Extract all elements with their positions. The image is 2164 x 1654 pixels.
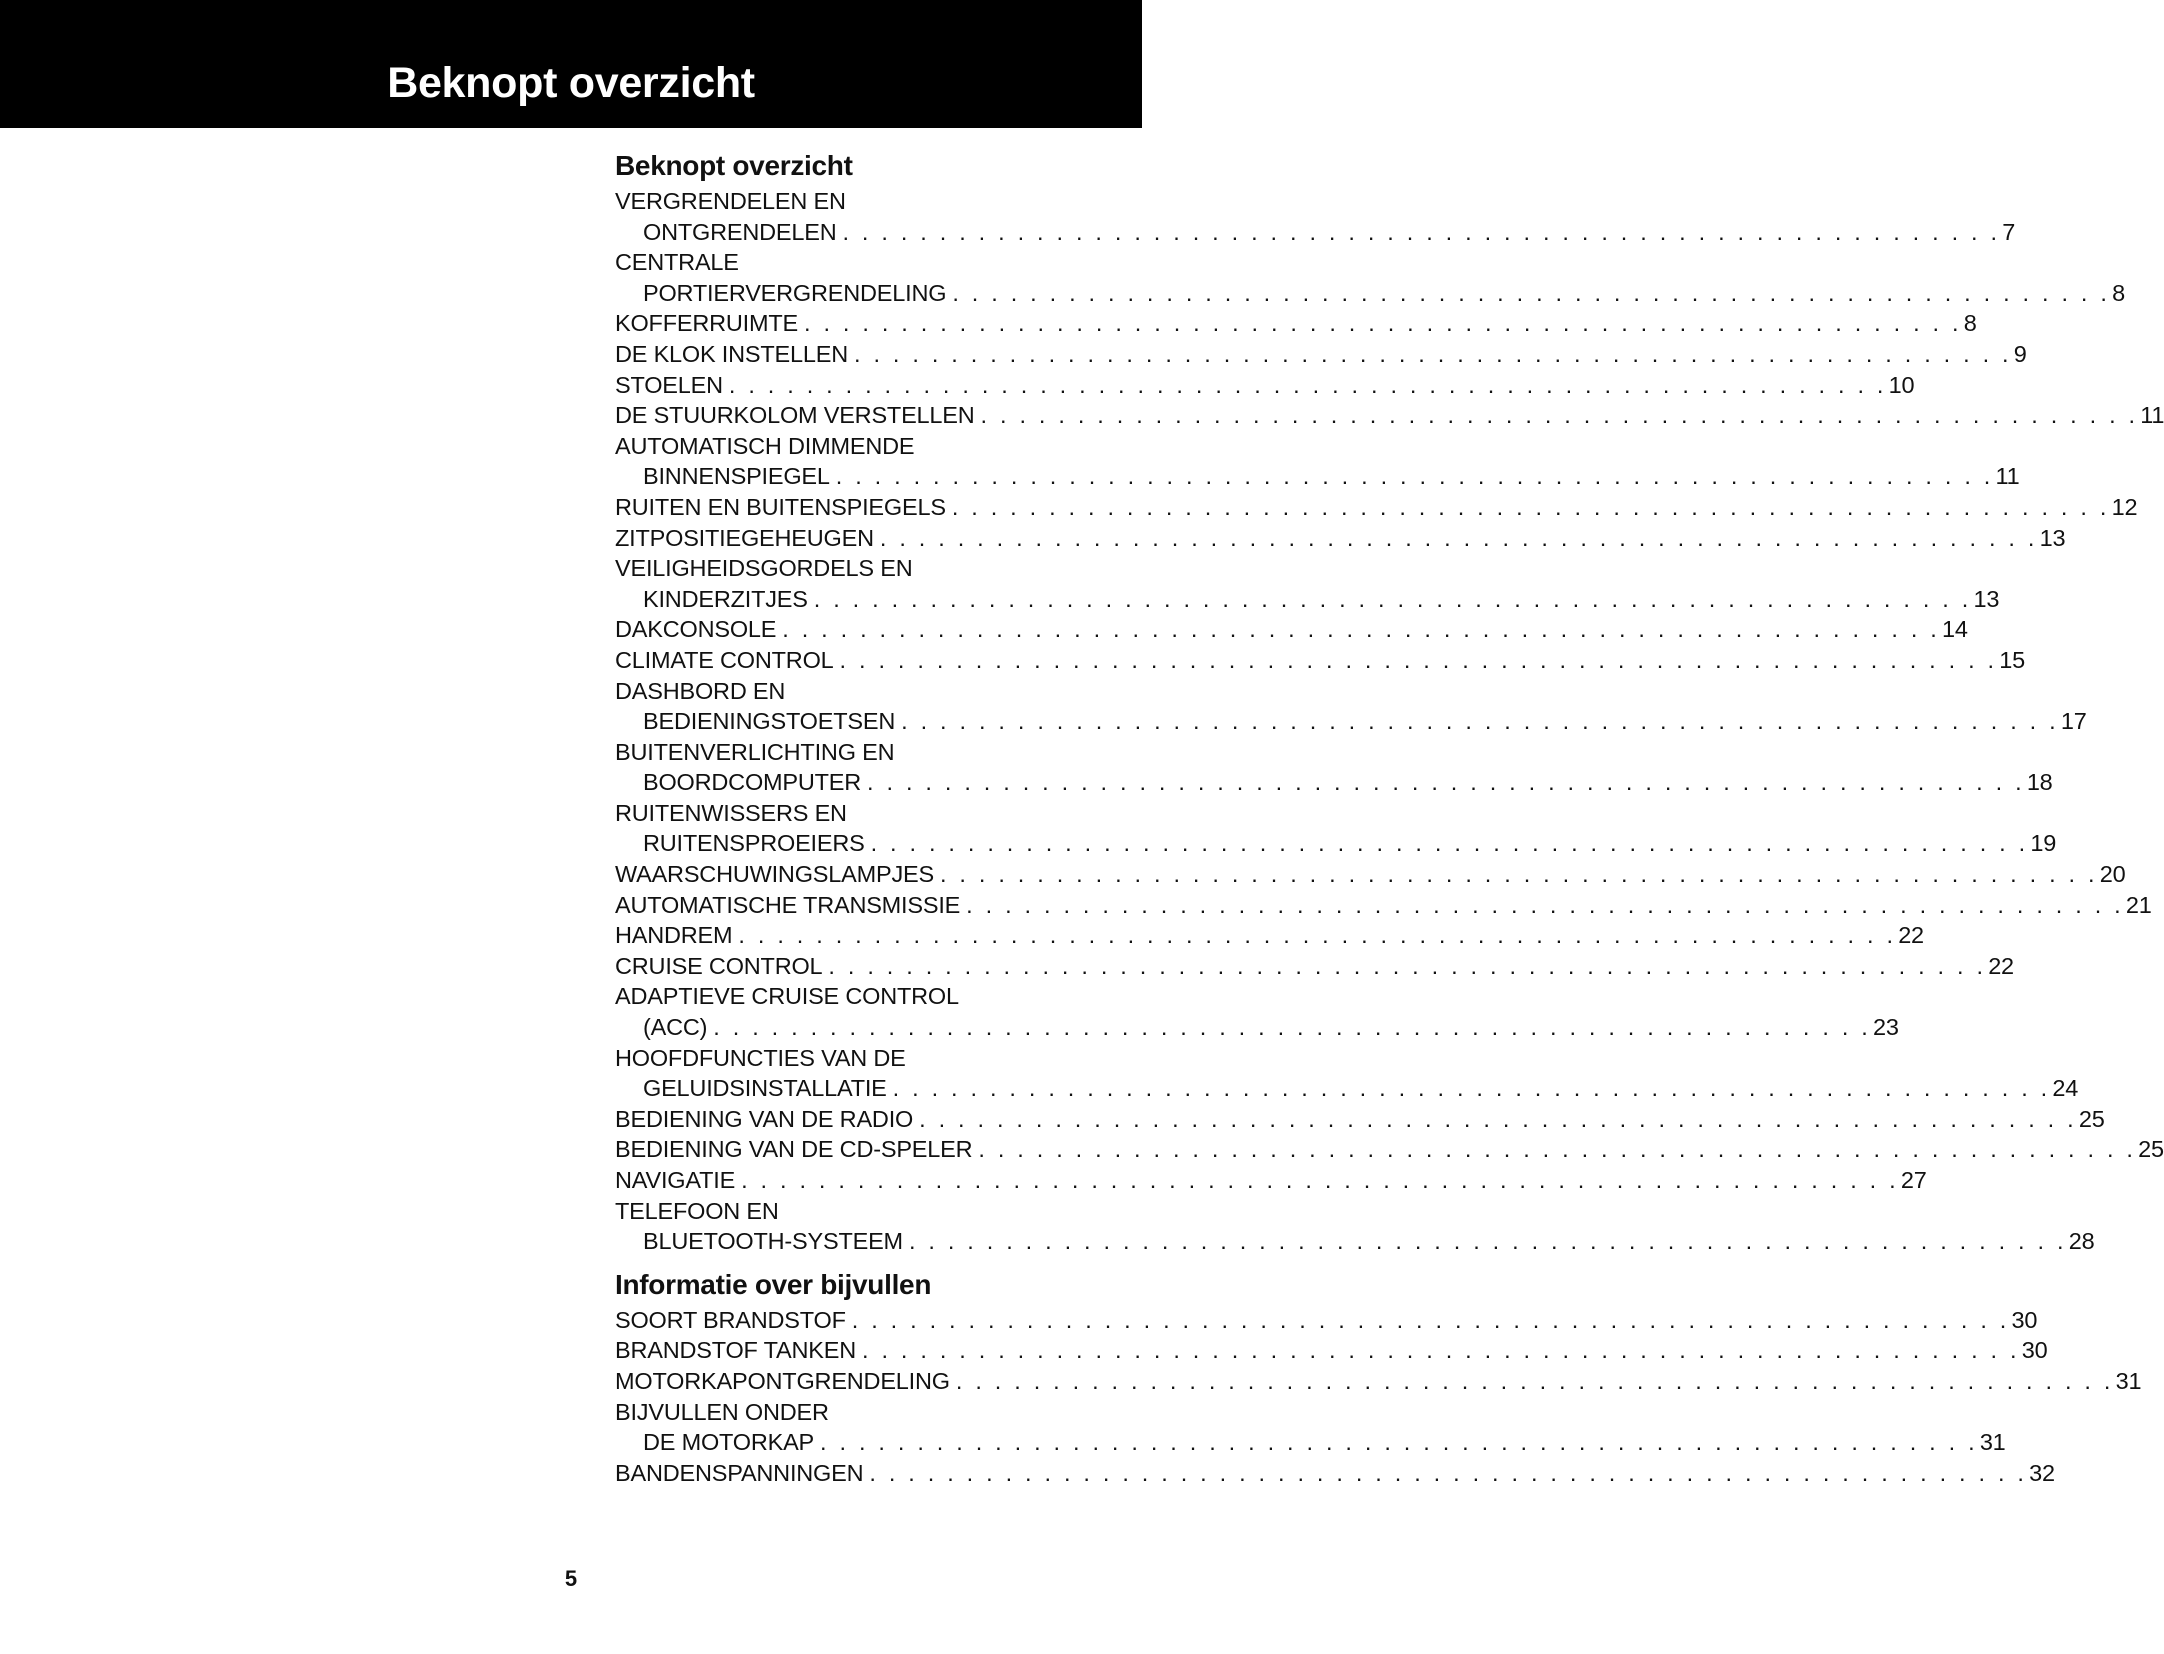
toc-entry-line [615, 1397, 1073, 1428]
toc-entry-line [615, 1196, 1073, 1227]
dot-leader: . . . . . . . . . . . . . . . . . . . . . . . . . . . . . . . . . . . . . . . . . . . . . . . . . . . . . . . . . . . . [951, 493, 2110, 520]
dot-leader: . . . . . . . . . . . . . . . . . . . . . . . . . . . . . . . . . . . . . . . . . . . . . . . . . . . . . . . . . . . . [713, 1014, 1872, 1041]
toc-page-number: 28 [2068, 1228, 2095, 1255]
toc-entry[interactable] [615, 584, 2000, 615]
toc-entry-label: DASHBORD EN [615, 677, 786, 704]
dot-leader: . . . . . . . . . . . . . . . . . . . . . . . . . . . . . . . . . . . . . . . . . . . . . . . . . . . . . . . . . . . . [869, 1459, 2028, 1486]
dot-leader: . . . . . . . . . . . . . . . . . . . . . . . . . . . . . . . . . . . . . . . . . . . . . . . . . . . . . . . . . . . . [978, 1136, 2137, 1163]
toc-entry[interactable] [615, 1305, 2038, 1336]
toc-page-number: 13 [2039, 524, 2066, 551]
toc-entry-line [615, 247, 1073, 278]
section-heading: Beknopt overzicht [615, 150, 853, 181]
dot-leader: . . . . . . . . . . . . . . . . . . . . . . . . . . . . . . . . . . . . . . . . . . . . . . . . . . . . . . . . . . . . [738, 922, 1897, 949]
dot-leader: . . . . . . . . . . . . . . . . . . . . . . . . . . . . . . . . . . . . . . . . . . . . . . . . . . . . . . . . . . . . [919, 1105, 2077, 1132]
toc-entry-label: HANDREM [615, 922, 733, 949]
toc-page-number: 20 [2099, 861, 2126, 888]
toc-page-number: 30 [2021, 1337, 2048, 1364]
toc-entry[interactable] [615, 217, 2016, 248]
dot-leader: . . . . . . . . . . . . . . . . . . . . . . . . . . . . . . . . . . . . . . . . . . . . . . . . . . . . . . . . . . . . [813, 585, 1972, 612]
toc-entry[interactable] [615, 1165, 1927, 1196]
section-heading: Informatie over bijvullen [615, 1268, 932, 1300]
toc-entry-label: BRANDSTOF TANKEN [615, 1337, 856, 1364]
toc-entry[interactable] [615, 614, 1968, 645]
toc-entry-label: VERGRENDELEN EN [615, 188, 846, 214]
toc-entry-line [615, 186, 1073, 217]
dot-leader: . . . . . . . . . . . . . . . . . . . . . . . . . . . . . . . . . . . . . . . . . . . . . . . . . . . . . . . . . . . . [901, 708, 2059, 735]
dot-leader: . . . . . . . . . . . . . . . . . . . . . . . . . . . . . . . . . . . . . . . . . . . . . . . . . . . . . . . . . . . . [820, 1429, 1978, 1456]
toc-entry[interactable] [615, 1073, 2079, 1104]
toc-entry[interactable] [615, 339, 2027, 370]
toc-entry-label: WAARSCHUWINGSLAMPJES [615, 861, 934, 888]
toc-page-number: 10 [1888, 371, 1915, 398]
toc-entry[interactable] [615, 920, 1924, 951]
toc-entry[interactable] [615, 859, 2126, 890]
toc-entry-label: DE STUURKOLOM VERSTELLEN [615, 402, 975, 429]
toc-page-number: 32 [2029, 1459, 2055, 1486]
toc-entry-label: RUITEN EN BUITENSPIEGELS [615, 493, 946, 520]
dot-leader: . . . . . . . . . . . . . . . . . . . . . . . . . . . . . . . . . . . . . . . . . . . . . . . . . . . . . . . . . . . . [842, 218, 2001, 245]
dot-leader: . . . . . . . . . . . . . . . . . . . . . . . . . . . . . . . . . . . . . . . . . . . . . . . . . . . . . . . . . . . . [870, 830, 2029, 857]
toc-entry-line [615, 737, 1073, 768]
dot-leader: . . . . . . . . . . . . . . . . . . . . . . . . . . . . . . . . . . . . . . . . . . . . . . . . . . . . . . . . . . . . [828, 952, 1987, 979]
toc-entry[interactable] [615, 492, 2138, 523]
dot-leader: . . . . . . . . . . . . . . . . . . . . . . . . . . . . . . . . . . . . . . . . . . . . . . . . . . . . . . . . . . . . [966, 891, 2124, 918]
toc-entry[interactable] [615, 951, 2014, 982]
dot-leader: . . . . . . . . . . . . . . . . . . . . . . . . . . . . . . . . . . . . . . . . . . . . . . . . . . . . . . . . . . . . [851, 1306, 2010, 1333]
toc-entry-label: KOFFERRUIMTE [615, 310, 798, 337]
toc-entry-label: CLIMATE CONTROL [615, 646, 834, 673]
toc-entry[interactable] [615, 523, 2066, 554]
toc-entry-label: BOORDCOMPUTER [643, 769, 862, 796]
toc-entry-label: BEDIENING VAN DE RADIO [615, 1105, 914, 1132]
toc-page-number: 12 [2111, 493, 2138, 520]
toc-entry-label: CRUISE CONTROL [615, 952, 823, 979]
page-number: 5 [564, 1566, 578, 1591]
toc-entry-line [615, 798, 1073, 829]
dot-leader: . . . . . . . . . . . . . . . . . . . . . . . . . . . . . . . . . . . . . . . . . . . . . . . . . . . . . . . . . . . . [867, 769, 2025, 796]
toc-page-number: 11 [1995, 463, 2020, 490]
toc-entry[interactable] [615, 706, 2087, 737]
toc-entry-label: ZITPOSITIEGEHEUGEN [615, 524, 874, 551]
toc-page-number: 11 [2140, 402, 2164, 429]
toc-entry-label: DAKCONSOLE [615, 616, 777, 643]
dot-leader: . . . . . . . . . . . . . . . . . . . . . . . . . . . . . . . . . . . . . . . . . . . . . . . . . . . . . . . . . . . . [861, 1337, 2020, 1364]
dot-leader: . . . . . . . . . . . . . . . . . . . . . . . . . . . . . . . . . . . . . . . . . . . . . . . . . . . . . . . . . . . . [955, 1367, 2114, 1394]
toc-entry-line [615, 431, 1073, 462]
toc-page-number: 15 [1999, 646, 2026, 673]
dot-leader: . . . . . . . . . . . . . . . . . . . . . . . . . . . . . . . . . . . . . . . . . . . . . . . . . . . . . . . . . . . . [952, 279, 2111, 306]
toc-entry[interactable] [615, 1427, 2006, 1458]
toc-entry-label: SOORT BRANDSTOF [615, 1306, 846, 1333]
toc-entry-label: BIJVULLEN ONDER [615, 1398, 829, 1425]
toc-page-number: 25 [2138, 1136, 2164, 1163]
toc-page-number: 22 [1988, 952, 2014, 979]
toc-entry[interactable] [615, 767, 2053, 798]
dot-leader: . . . . . . . . . . . . . . . . . . . . . . . . . . . . . . . . . . . . . . . . . . . . . . . . . . . . . . . . . . . . [803, 310, 1962, 337]
toc-entry-label: AUTOMATISCHE TRANSMISSIE [615, 891, 961, 918]
dot-leader: . . . . . . . . . . . . . . . . . . . . . . . . . . . . . . . . . . . . . . . . . . . . . . . . . . . . . . . . . . . . [879, 524, 2038, 551]
dot-leader: . . . . . . . . . . . . . . . . . . . . . . . . . . . . . . . . . . . . . . . . . . . . . . . . . . . . . . . . . . . . [839, 646, 1998, 673]
toc-entry-label: KINDERZITJES [643, 585, 808, 612]
toc-entry-label: PORTIERVERGRENDELING [643, 279, 947, 306]
toc-entry-label: VEILIGHEIDSGORDELS EN [615, 555, 913, 582]
toc-entry[interactable] [615, 461, 2020, 492]
toc-page-number: 22 [1898, 922, 1924, 949]
toc-entry-label: BEDIENINGSTOETSEN [643, 708, 896, 735]
toc-entry-label: MOTORKAPONTGRENDELING [615, 1367, 950, 1394]
toc-page-number: 31 [2115, 1367, 2142, 1394]
toc-entry-label: TELEFOON EN [615, 1197, 779, 1224]
toc-page-number: 27 [1900, 1167, 1927, 1193]
toc-entry-label: DE MOTORKAP [643, 1429, 815, 1456]
toc-page-number: 14 [1942, 616, 1968, 643]
toc-page-number: 23 [1873, 1014, 1899, 1041]
toc-entry[interactable] [615, 308, 1977, 339]
toc-entry[interactable] [615, 400, 2164, 431]
toc-page-number: 7 [2002, 218, 2016, 245]
toc-entry[interactable] [615, 1226, 2095, 1257]
dot-leader: . . . . . . . . . . . . . . . . . . . . . . . . . . . . . . . . . . . . . . . . . . . . . . . . . . . . . . . . . . . . [892, 1075, 2051, 1102]
toc-entry[interactable] [615, 370, 1915, 401]
toc-page-number: 8 [2112, 279, 2125, 306]
toc-entry-line [615, 1043, 1073, 1074]
toc-entry-line [615, 676, 1073, 707]
dot-leader: . . . . . . . . . . . . . . . . . . . . . . . . . . . . . . . . . . . . . . . . . . . . . . . . . . . . . . . . . . . . [908, 1228, 2067, 1255]
dot-leader: . . . . . . . . . . . . . . . . . . . . . . . . . . . . . . . . . . . . . . . . . . . . . . . . . . . . . . . . . . . . [980, 402, 2139, 429]
toc-entry-label: DE KLOK INSTELLEN [615, 340, 848, 367]
toc-entry-line [615, 981, 1073, 1012]
toc-entry[interactable] [615, 278, 2125, 309]
toc-entry[interactable] [615, 828, 2057, 859]
toc-entry-label: STOELEN [615, 371, 723, 398]
toc-entry[interactable] [615, 1134, 2164, 1165]
toc-page-number: 19 [2030, 830, 2057, 857]
toc-entry-label: BLUETOOTH-SYSTEEM [643, 1228, 903, 1255]
toc-entry-label: CENTRALE [615, 249, 739, 276]
toc-entry[interactable] [615, 890, 2152, 921]
page-title: Beknopt overzicht [387, 59, 755, 107]
toc-entry[interactable] [615, 1366, 2142, 1397]
toc-page-number: 8 [1963, 310, 1977, 337]
toc-entry-label: BUITENVERLICHTING EN [615, 738, 895, 765]
toc-entry-label: ADAPTIEVE CRUISE CONTROL [615, 983, 959, 1010]
dot-leader: . . . . . . . . . . . . . . . . . . . . . . . . . . . . . . . . . . . . . . . . . . . . . . . . . . . . . . . . . . . . [939, 861, 2098, 888]
toc-entry[interactable] [615, 645, 2026, 676]
toc-entry-label: RUITENSPROEIERS [643, 830, 865, 857]
toc-page-number: 21 [2125, 891, 2152, 918]
toc-entry-label: BINNENSPIEGEL [643, 463, 830, 490]
toc-page-number: 24 [2052, 1075, 2079, 1102]
dot-leader: . . . . . . . . . . . . . . . . . . . . . . . . . . . . . . . . . . . . . . . . . . . . . . . . . . . . . . . . . . . . [854, 340, 2012, 367]
toc-page-number: 13 [1973, 585, 2000, 612]
toc-entry-label: BEDIENING VAN DE CD-SPELER [615, 1136, 973, 1163]
toc-entry[interactable] [615, 1104, 2105, 1135]
toc-page-number: 9 [2013, 340, 2027, 367]
toc-entry-label: (ACC) [643, 1014, 708, 1041]
toc-entry-label: NAVIGATIE [615, 1167, 736, 1193]
toc-page-number: 31 [1979, 1429, 2006, 1456]
toc-entry[interactable] [615, 1012, 1899, 1043]
toc-entry-label: ONTGRENDELEN [643, 218, 837, 245]
dot-leader: . . . . . . . . . . . . . . . . . . . . . . . . . . . . . . . . . . . . . . . . . . . . . . . . . . . . . . . . . . . . [741, 1167, 1899, 1193]
toc-entry-label: BANDENSPANNINGEN [615, 1459, 864, 1486]
toc-page-number: 30 [2011, 1306, 2038, 1333]
toc-page-number: 17 [2060, 708, 2087, 735]
toc-entry-label: GELUIDSINSTALLATIE [643, 1075, 887, 1102]
toc-entry-label: HOOFDFUNCTIES VAN DE [615, 1044, 906, 1071]
toc-entry-label: AUTOMATISCH DIMMENDE [615, 432, 915, 459]
header-banner [0, 0, 1142, 128]
dot-leader: . . . . . . . . . . . . . . . . . . . . . . . . . . . . . . . . . . . . . . . . . . . . . . . . . . . . . . . . . . . . [835, 463, 1994, 490]
toc-page-number: 25 [2078, 1105, 2105, 1132]
toc-entry-line [615, 553, 1073, 584]
dot-leader: . . . . . . . . . . . . . . . . . . . . . . . . . . . . . . . . . . . . . . . . . . . . . . . . . . . . . . . . . . . . [728, 371, 1887, 398]
dot-leader: . . . . . . . . . . . . . . . . . . . . . . . . . . . . . . . . . . . . . . . . . . . . . . . . . . . . . . . . . . . . [782, 616, 1941, 643]
toc-entry[interactable] [615, 1335, 2048, 1366]
toc-entry-label: RUITENWISSERS EN [615, 799, 847, 826]
toc-page-number: 18 [2026, 769, 2053, 796]
toc-entry[interactable] [615, 1458, 2055, 1489]
table-of-contents [615, 146, 2164, 1488]
